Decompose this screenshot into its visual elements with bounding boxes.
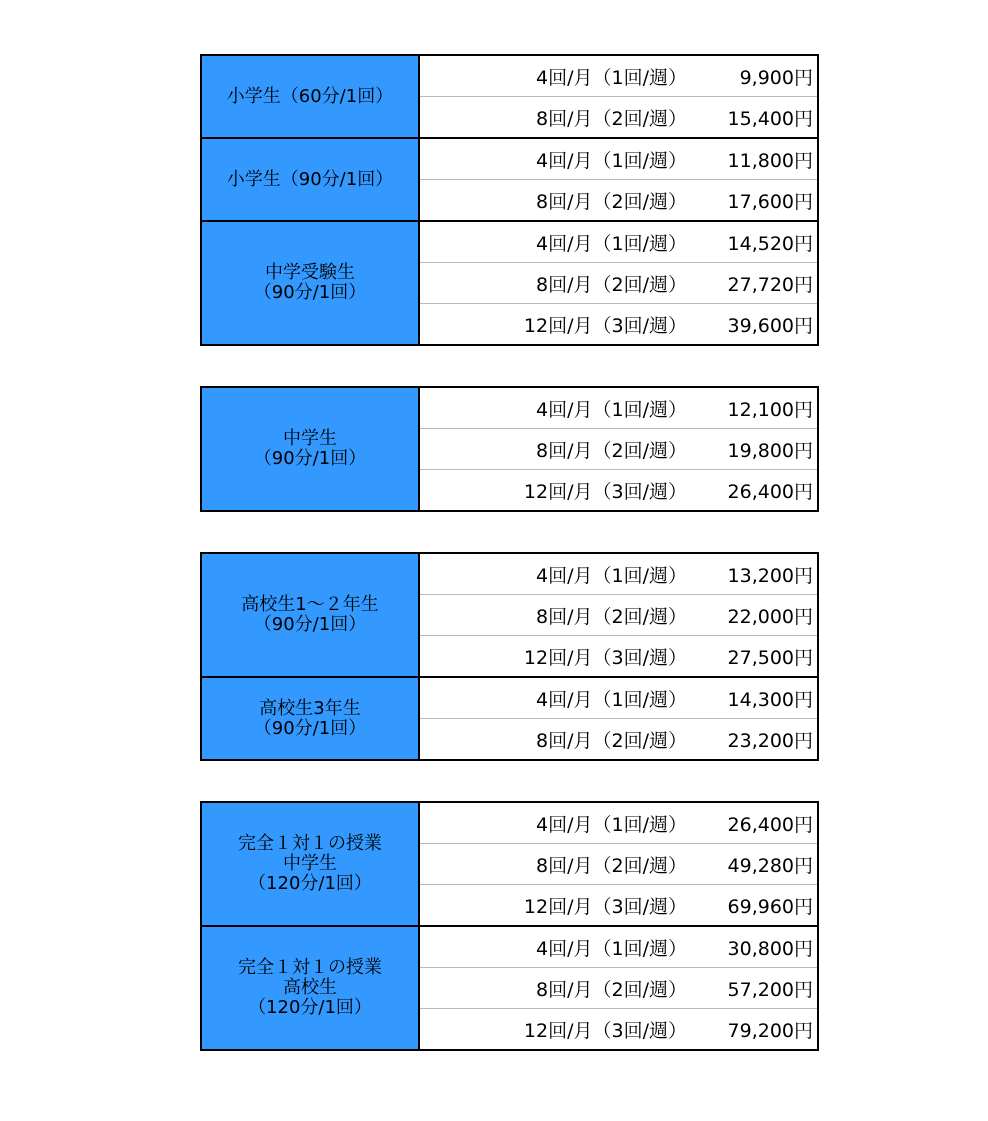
table-row [201,221,818,263]
plan-price: 79,200円 [727,1019,813,1042]
plan-price: 14,520円 [727,232,813,255]
plan-frequency: 8回/月（2回/週） [536,978,687,1001]
category-sublabel: （90分/1回） [253,282,367,303]
category-label: 完全１対１の授業 [238,957,382,978]
category-duration: （120分/1回） [248,873,372,894]
plan-frequency: 4回/月（1回/週） [536,232,687,255]
plan-cell [419,138,818,180]
table-row [201,926,818,968]
plan-cell [419,926,818,968]
plan-frequency: 12回/月（3回/週） [523,646,687,669]
category-label: 小学生（90分/1回） [226,168,394,190]
plan-price: 26,400円 [727,813,813,836]
plan-frequency: 8回/月（2回/週） [536,439,687,462]
plan-price: 26,400円 [727,480,813,503]
plan-price: 13,200円 [727,564,813,587]
plan-price: 69,960円 [727,895,813,918]
table-row [201,387,818,429]
category-cell [201,221,419,345]
plan-cell [419,55,818,97]
plan-frequency: 4回/月（1回/週） [536,937,687,960]
price-table-junior-high [200,386,819,512]
plan-frequency: 8回/月（2回/週） [536,190,687,213]
plan-price: 15,400円 [727,107,813,130]
plan-frequency: 12回/月（3回/週） [523,895,687,918]
plan-cell [419,844,818,885]
plan-cell [419,595,818,636]
plan-cell [419,304,818,346]
plan-price: 22,000円 [727,605,813,628]
category-sublabel: （90分/1回） [253,448,367,469]
plan-price: 30,800円 [727,937,813,960]
plan-price: 57,200円 [727,978,813,1001]
category-sublabel: 中学生 [283,853,337,874]
category-label: 完全１対１の授業 [238,833,382,854]
category-label: 中学受験生 [265,262,355,283]
category-cell [201,387,419,511]
category-label: 高校生3年生 [259,697,361,719]
plan-frequency: 12回/月（3回/週） [523,480,687,503]
plan-cell [419,263,818,304]
plan-price: 12,100円 [727,398,813,421]
table-row [201,138,818,180]
plan-cell [419,470,818,512]
table-row [201,677,818,719]
plan-cell [419,180,818,222]
plan-frequency: 4回/月（1回/週） [536,564,687,587]
category-sublabel: （90分/1回） [253,717,367,739]
plan-frequency: 12回/月（3回/週） [523,1019,687,1042]
category-cell [201,55,419,138]
plan-price: 9,900円 [739,66,813,89]
plan-frequency: 8回/月（2回/週） [536,854,687,877]
plan-cell [419,1009,818,1051]
plan-frequency: 8回/月（2回/週） [536,605,687,628]
plan-frequency: 8回/月（2回/週） [536,273,687,296]
category-label: 中学生 [283,428,337,449]
category-label: 小学生（60分/1回） [226,85,394,107]
plan-cell [419,719,818,761]
plan-price: 27,500円 [727,646,813,669]
table-row [201,553,818,595]
price-table-one-on-one [200,801,819,1051]
plan-price: 49,280円 [727,854,813,877]
category-sublabel: 高校生 [283,977,337,998]
plan-price: 14,300円 [727,688,813,711]
category-cell [201,553,419,677]
plan-cell [419,553,818,595]
plan-frequency: 8回/月（2回/週） [536,107,687,130]
category-cell [201,138,419,221]
plan-frequency: 4回/月（1回/週） [536,398,687,421]
category-cell [201,802,419,926]
category-sublabel: （90分/1回） [253,614,367,635]
category-cell [201,926,419,1050]
plan-cell [419,97,818,139]
plan-cell [419,221,818,263]
plan-cell [419,429,818,470]
category-label: 高校生1～２年生 [241,594,379,615]
plan-frequency: 4回/月（1回/週） [536,149,687,172]
category-duration: （120分/1回） [248,997,372,1018]
plan-price: 11,800円 [727,149,813,172]
table-row [201,802,818,844]
plan-frequency: 4回/月（1回/週） [536,813,687,836]
plan-cell [419,387,818,429]
plan-price: 19,800円 [727,439,813,462]
plan-price: 39,600円 [727,314,813,337]
plan-frequency: 12回/月（3回/週） [523,314,687,337]
plan-cell [419,636,818,678]
category-cell [201,677,419,760]
plan-cell [419,885,818,927]
plan-price: 23,200円 [727,729,813,752]
price-table-elementary [200,54,819,346]
plan-cell [419,802,818,844]
plan-frequency: 4回/月（1回/週） [536,66,687,89]
plan-frequency: 8回/月（2回/週） [536,729,687,752]
table-row [201,55,818,97]
plan-price: 17,600円 [727,190,813,213]
plan-cell [419,968,818,1009]
plan-cell [419,677,818,719]
price-table-high-school [200,552,819,761]
plan-frequency: 4回/月（1回/週） [536,688,687,711]
plan-price: 27,720円 [727,273,813,296]
